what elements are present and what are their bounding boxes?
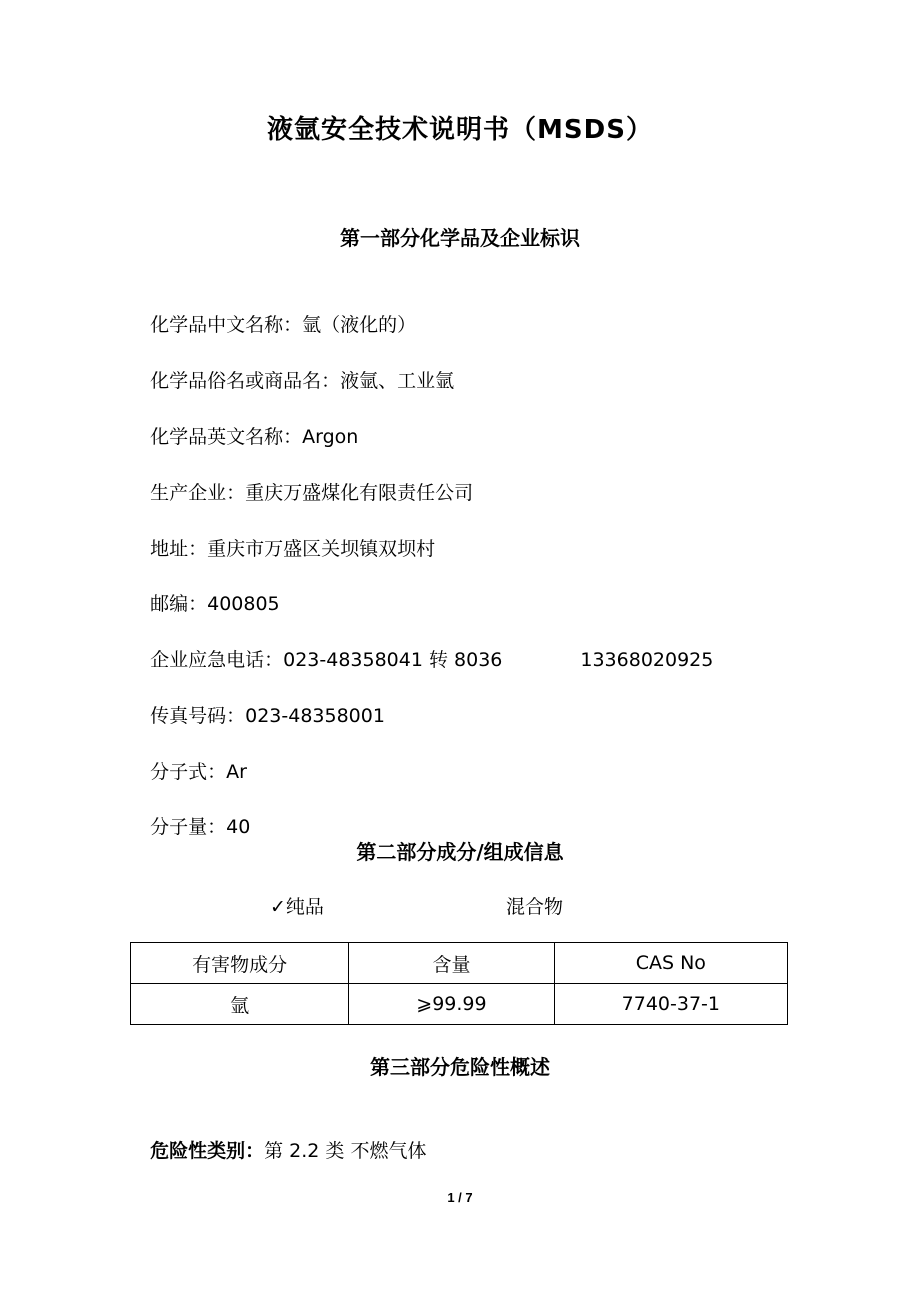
field-value: Argon (302, 426, 359, 448)
field-label: 化学品中文名称： (150, 314, 303, 336)
cell-content: ⩾99.99 (349, 984, 554, 1025)
field-value: 液氩、工业氩 (340, 370, 455, 392)
field-value: 重庆市万盛区关坝镇双坝村 (207, 538, 436, 560)
field-value: 023-48358041 转 8036 (283, 649, 503, 671)
header-content: 含量 (349, 943, 554, 984)
choice-pure-substance: ✓纯品 (270, 896, 324, 918)
document-title: 液氩安全技术说明书（MSDS） (267, 115, 653, 145)
field-english-name (138, 395, 358, 451)
field-label: 生产企业： (150, 482, 246, 504)
field-emergency-phone (138, 618, 713, 674)
field-label: 分子式： (150, 761, 227, 783)
field-label: 企业应急电话： (150, 649, 284, 671)
section-2-heading: 第二部分成分/组成信息 (356, 840, 564, 864)
section-3-heading: 第三部分危险性概述 (370, 1055, 550, 1079)
field-manufacturer (138, 451, 473, 507)
field-value: 第 2.2 类 不燃气体 (264, 1140, 427, 1162)
field-label: 化学品俗名或商品名： (150, 370, 341, 392)
composition-table (130, 942, 788, 1025)
field-common-name (138, 339, 454, 395)
field-value: 400805 (207, 593, 280, 615)
choice-mixture: 混合物 (506, 896, 564, 918)
table-row (131, 984, 788, 1025)
field-label: 化学品英文名称： (150, 426, 303, 448)
field-value: Ar (226, 761, 247, 783)
section-1-heading: 第一部分化学品及企业标识 (340, 226, 580, 250)
page-number: 1 / 7 (447, 1190, 473, 1205)
field-fax (138, 674, 385, 730)
field-postcode (138, 562, 280, 618)
field-value: 氩（液化的） (302, 314, 417, 336)
cell-cas: 7740-37-1 (554, 984, 787, 1025)
header-cas: CAS No (554, 943, 787, 984)
field-value: 023-48358001 (245, 705, 385, 727)
table-header-row (131, 943, 788, 984)
field-value: 重庆万盛煤化有限责任公司 (245, 482, 474, 504)
field-label: 邮编： (150, 593, 208, 615)
field-value: 40 (226, 816, 251, 838)
field-label: 危险性类别： (150, 1140, 265, 1162)
field-label: 传真号码： (150, 705, 246, 727)
header-component: 有害物成分 (131, 943, 349, 984)
field-chinese-name (138, 283, 416, 339)
field-label: 分子量： (150, 816, 227, 838)
cell-component: 氩 (131, 984, 349, 1025)
field-formula (138, 730, 247, 786)
field-hazard-class (138, 1109, 426, 1165)
field-value-mobile: 13368020925 (580, 649, 714, 671)
field-address (138, 507, 435, 563)
field-label: 地址： (150, 538, 208, 560)
field-molecular-weight (138, 785, 250, 841)
